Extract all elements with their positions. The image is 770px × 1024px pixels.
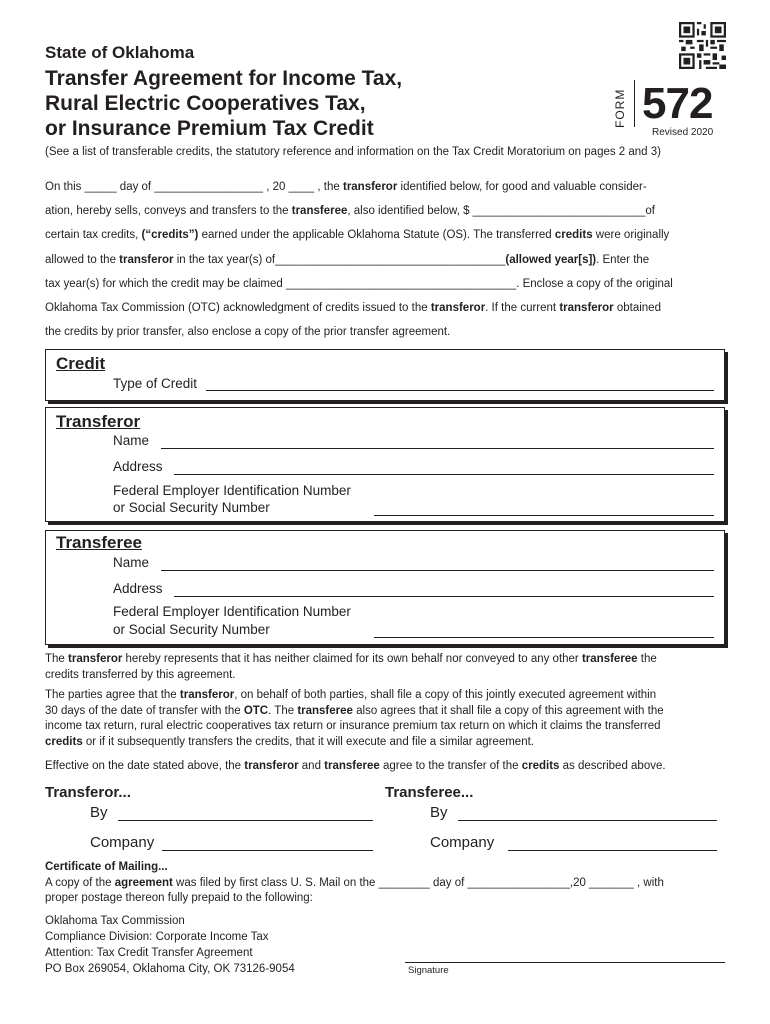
- transferor-fein-field[interactable]: [374, 515, 714, 516]
- intro-line: tax year(s) for which the credit may be claimed ____________________________________. Enclose a copy of the original: [45, 277, 673, 290]
- mailing-postage: proper postage thereon fully prepaid to the following:: [45, 892, 313, 904]
- address-line: Compliance Division: Corporate Income Tax: [45, 931, 269, 943]
- representation-paragraph: The transferor hereby represents that it has neither claimed for its own behalf nor conveyed to any other transferee the credits transferred by this agreement.: [45, 653, 657, 681]
- form-title-line-3: or Insurance Premium Tax Credit: [45, 117, 374, 140]
- revised-date: Revised 2020: [652, 127, 714, 138]
- transferee-fein-label-1: Federal Employer Identification Number: [113, 604, 351, 619]
- transferor-by-label: By: [90, 804, 108, 821]
- transferor-address-label: Address: [113, 459, 163, 474]
- transferee-company-label: Company: [430, 834, 495, 851]
- transferee-section: [45, 530, 725, 645]
- intro-line: On this _____ day of _________________ , 20 ____ , the transferor identified below, for good and valuable consider-: [45, 181, 647, 193]
- address-line: Oklahoma Tax Commission: [45, 915, 185, 927]
- state-label: State of Oklahoma: [45, 43, 195, 62]
- intro-line: the credits by prior transfer, also enclose a copy of the prior transfer agreement.: [45, 326, 451, 339]
- transferor-heading: Transferor: [56, 412, 141, 431]
- transferor-company-field[interactable]: [162, 850, 373, 851]
- transferee-fein-field[interactable]: [374, 637, 714, 638]
- transferee-heading: Transferee: [56, 533, 142, 552]
- transferor-name-field[interactable]: [161, 448, 714, 449]
- signature-label: Signature: [408, 965, 449, 976]
- transferee-address-label: Address: [113, 581, 163, 596]
- transferee-name-label: Name: [113, 555, 150, 570]
- form-title: [45, 66, 402, 141]
- filing-paragraph: The parties agree that the transferor, on behalf of both parties, shall file a copy of this jointly executed agreement within 30 days of the date of transfer with the OTC. The transferee also agrees that it shall file a copy of this agreement with the income tax return, rural electric cooperatives tax return or insurance premium tax return on which it claims the transferred credits or if it subsequently transfers the credits, that it will execute and file a similar agreement.: [45, 689, 664, 748]
- form-number: 572: [642, 79, 713, 128]
- transferee-fein-label-2: or Social Security Number: [113, 622, 270, 637]
- effective-paragraph: Effective on the date stated above, the transferor and transferee agree to the transfer of the credits as described above.: [45, 760, 666, 772]
- qr-code-icon: [679, 22, 726, 69]
- transferee-address-field[interactable]: [174, 596, 714, 597]
- signature-field[interactable]: [405, 962, 725, 963]
- mailing-address: [45, 913, 295, 977]
- transferee-by-field[interactable]: [458, 820, 717, 821]
- address-line: Attention: Tax Credit Transfer Agreement: [45, 947, 253, 959]
- credits-note: (See a list of transferable credits, the statutory reference and information on the Tax Credit Moratorium on pages 2 and 3): [45, 146, 662, 158]
- mailing-heading: Certificate of Mailing...: [45, 861, 168, 873]
- transferor-fein-label-1: Federal Employer Identification Number: [113, 483, 351, 498]
- transferor-company-label: Company: [90, 834, 155, 851]
- transferor-by-field[interactable]: [118, 820, 373, 821]
- type-of-credit-field[interactable]: [206, 390, 714, 391]
- intro-line: certain tax credits, (“credits”) earned under the applicable Oklahoma Statute (OS). The transferred credits were originally: [45, 229, 670, 242]
- intro-paragraph: [45, 175, 725, 344]
- transferor-signature-heading: Transferor...: [45, 784, 131, 801]
- form-title-line-2: Rural Electric Cooperatives Tax,: [45, 92, 366, 115]
- transferor-name-label: Name: [113, 433, 150, 448]
- form-title-line-1: Transfer Agreement for Income Tax,: [45, 67, 403, 90]
- type-of-credit-label: Type of Credit: [113, 376, 198, 391]
- intro-line: Oklahoma Tax Commission (OTC) acknowledgment of credits issued to the transferor. If the current transferor obtained: [45, 302, 661, 315]
- transferee-signature-heading: Transferee...: [385, 784, 474, 801]
- form-word: FORM: [613, 88, 627, 128]
- transferor-address-field[interactable]: [174, 474, 714, 475]
- transferee-name-field[interactable]: [161, 570, 714, 571]
- transferee-company-field[interactable]: [508, 850, 717, 851]
- mailing-statement: A copy of the agreement was filed by first class U. S. Mail on the ________ day of ________________,20 _______ , with: [45, 877, 664, 889]
- address-line: PO Box 269054, Oklahoma City, OK 73126-9054: [45, 963, 295, 975]
- transferor-section: [45, 407, 725, 522]
- transferor-fein-label-2: or Social Security Number: [113, 500, 270, 515]
- intro-line: ation, hereby sells, conveys and transfers to the transferee, also identified below, $ ___________________________of: [45, 205, 655, 218]
- credit-heading: Credit: [56, 354, 106, 373]
- credit-section: [45, 349, 725, 401]
- transferee-by-label: By: [430, 804, 448, 821]
- intro-line: allowed to the transferor in the tax year(s) of____________________________________(allowed year[s]). Enter the: [45, 253, 650, 266]
